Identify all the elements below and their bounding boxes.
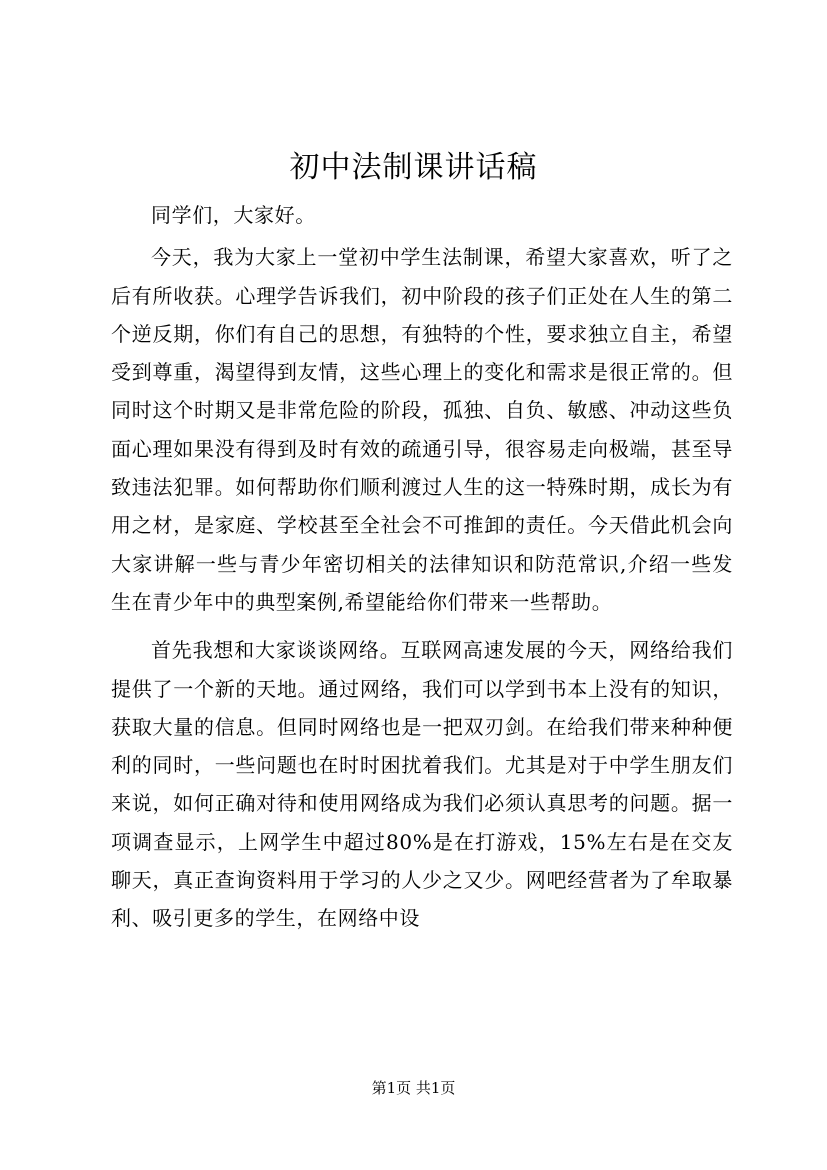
page-footer: 第1页 共1页 <box>371 1079 456 1097</box>
document-body <box>111 196 733 938</box>
document-title: 初中法制课讲话稿 <box>289 150 538 185</box>
greeting-paragraph: 同学们，大家好。 <box>151 203 316 227</box>
body-paragraph-2: 首先我想和大家谈谈网络。互联网高速发展的今天，网络给我们提供了一个新的天地。通过网络，我们可以学到书本上没有的知识，获取大量的信息。但同时网络也是一把双刃剑。在给我们带来种种便利的同时，一些问题也在时时困扰着我们。尤其是对于中学生朋友们来说，如何正确对待和使用网络成为我们必须认真思考的问题。据一项调查显示，上网学生中超过80%是在打游戏，15%左右是在交友聊天，真正查询资料用于学习的人少之又少。网吧经营者为了牟取暴利、吸引更多的学生，在网络中设 <box>111 638 733 931</box>
body-paragraph-1: 今天，我为大家上一堂初中学生法制课，希望大家喜欢，听了之后有所收获。心理学告诉我们，初中阶段的孩子们正处在人生的第二个逆反期，你们有自己的思想，有独特的个性，要求独立自主，希望受到尊重，渴望得到友情，这些心理上的变化和需求是很正常的。但同时这个时期又是非常危险的阶段，孤独、自负、敏感、冲动这些负面心理如果没有得到及时有效的疏通引导，很容易走向极端，甚至导致违法犯罪。如何帮助你们顺利渡过人生的这一特殊时期，成长为有用之材，是家庭、学校甚至全社会不可推卸的责任。今天借此机会向大家讲解一些与青少年密切相关的法律知识和防范常识,介绍一些发生在青少年中的典型案例,希望能给你们带来一些帮助。 <box>111 245 733 614</box>
